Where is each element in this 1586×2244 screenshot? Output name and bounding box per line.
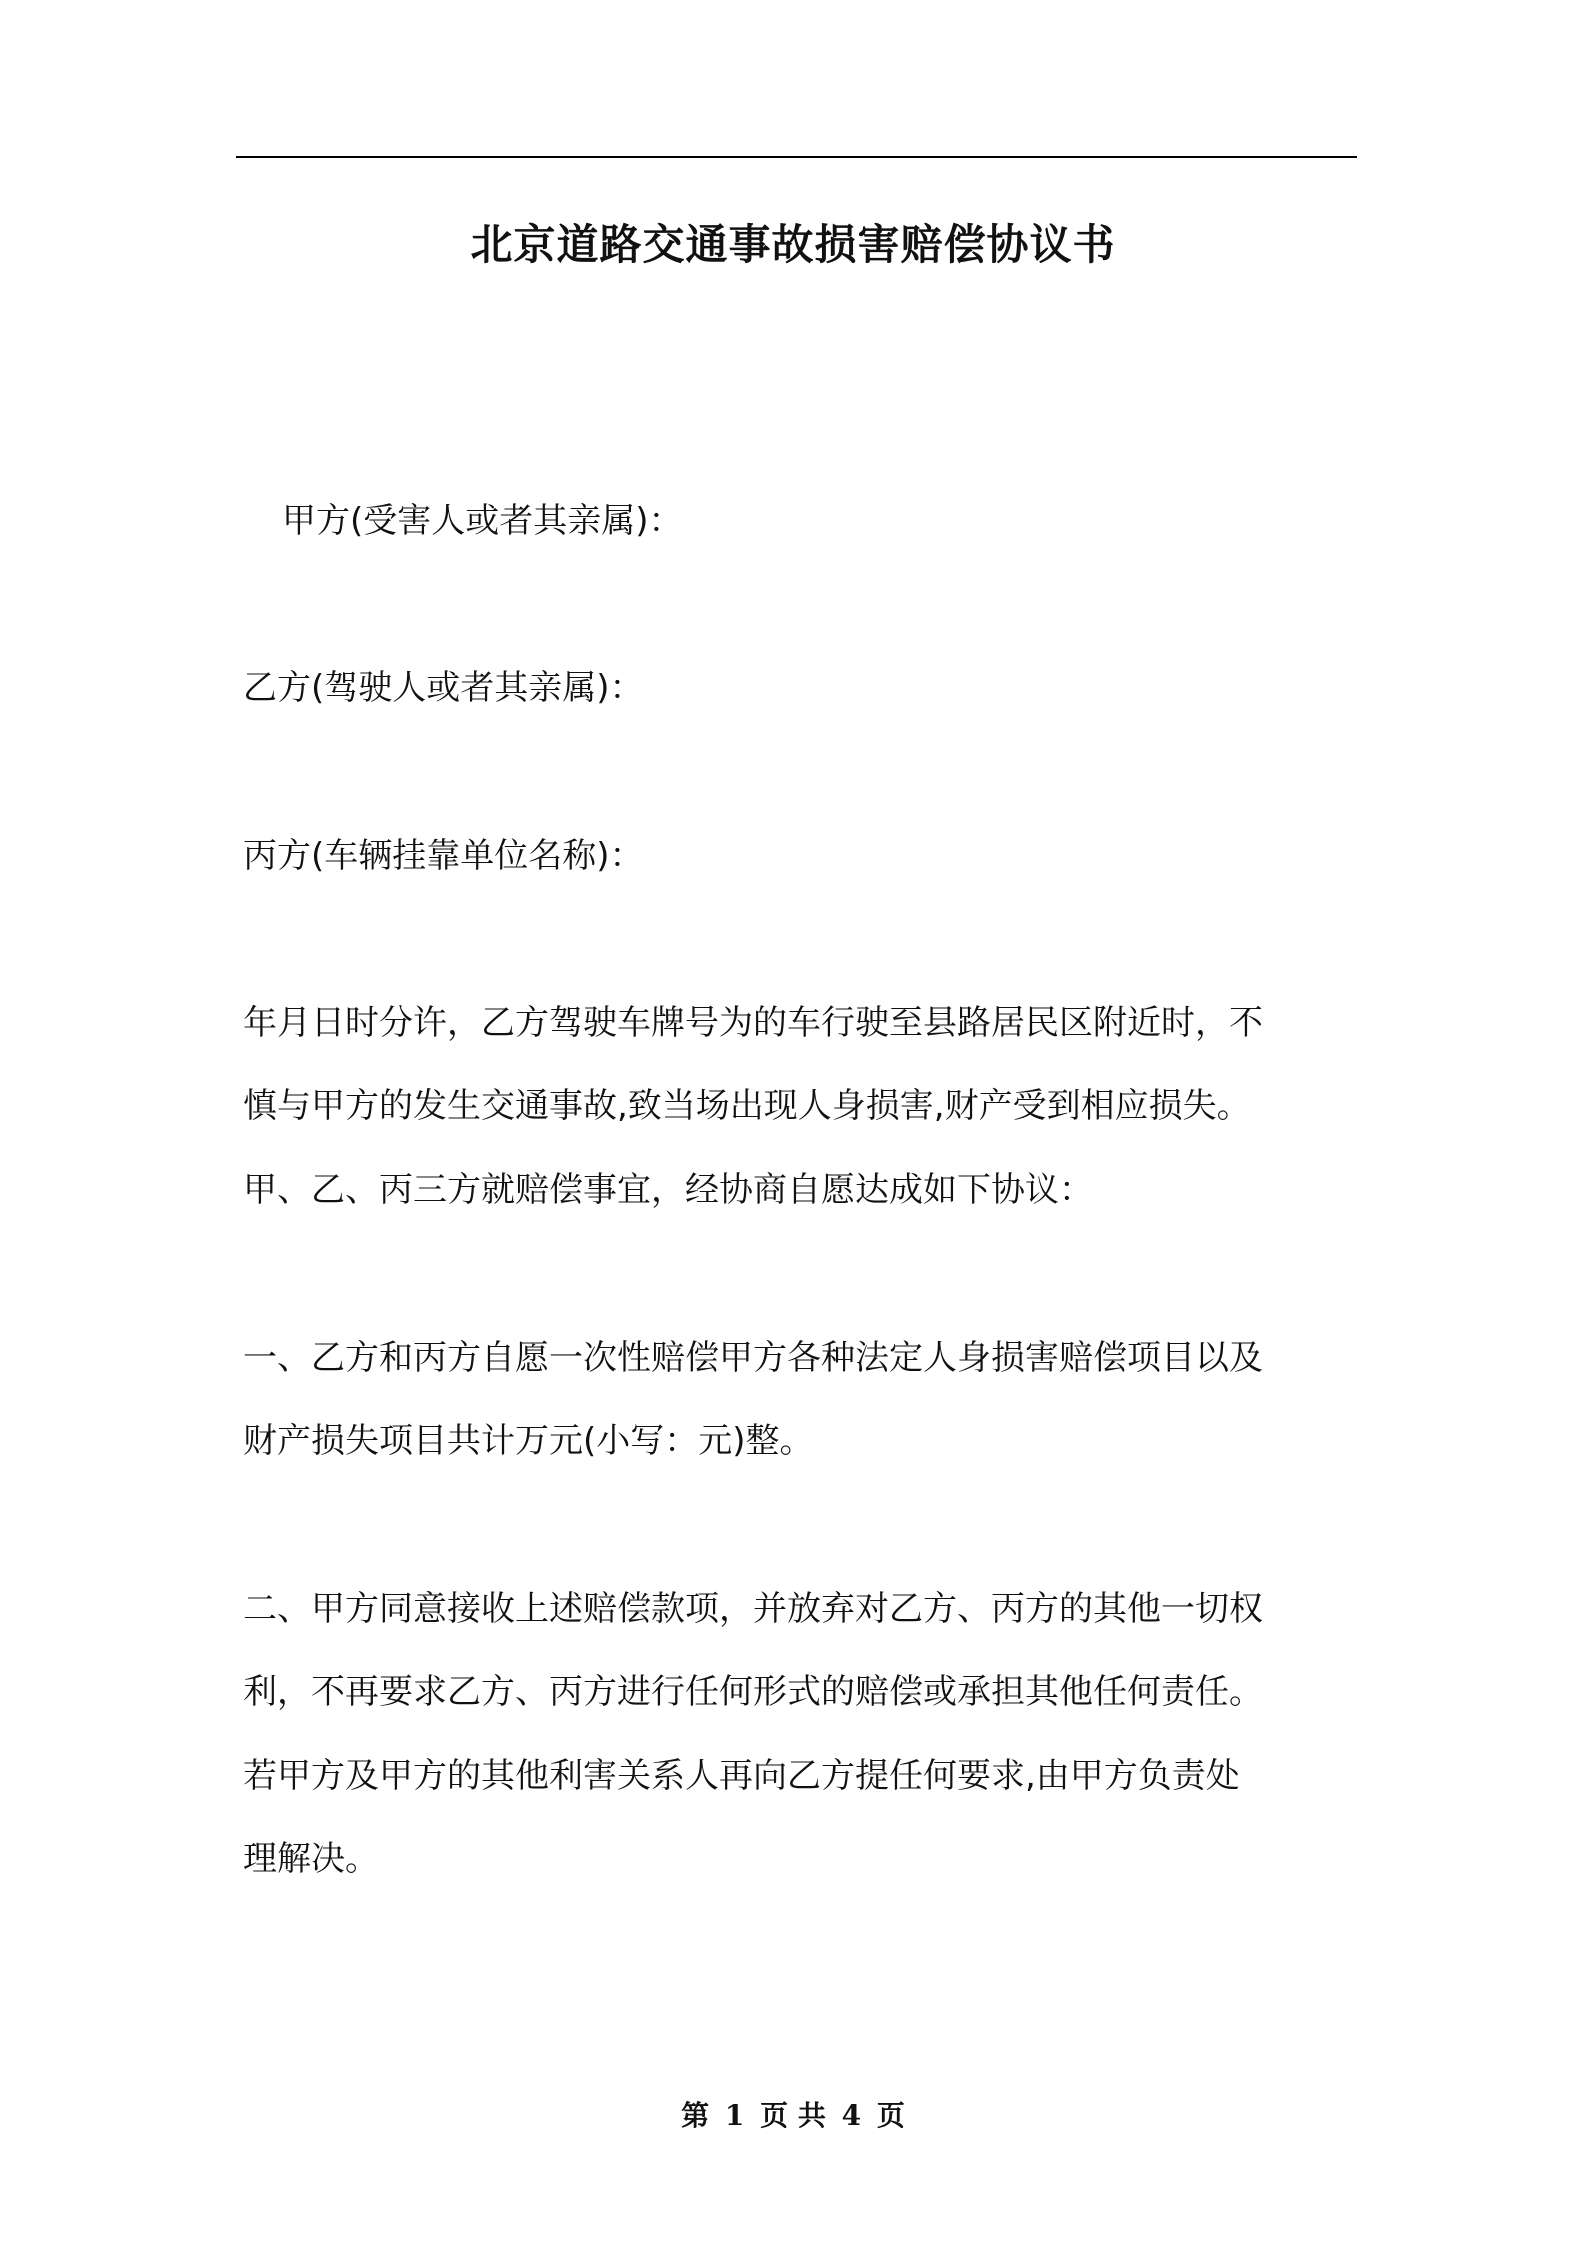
intro-line-3: 甲、乙、丙三方就赔偿事宜，经协商自愿达成如下协议： — [243, 1170, 1093, 1210]
page-footer — [0, 2094, 1586, 2134]
clause-2-line-4: 理解决。 — [243, 1839, 379, 1879]
page-prefix: 第 — [681, 2099, 710, 2132]
page-middle: 页 共 — [760, 2099, 826, 2132]
clause-1-line-1: 一、乙方和丙方自愿一次性赔偿甲方各种法定人身损害赔偿项目以及 — [243, 1338, 1263, 1378]
clause-2-line-3: 若甲方及甲方的其他利害关系人再向乙方提任何要求,由甲方负责处 — [243, 1756, 1240, 1796]
intro-line-2: 慎与甲方的发生交通事故,致当场出现人身损害,财产受到相应损失。 — [243, 1086, 1251, 1126]
page-number: 1 — [724, 2099, 745, 2132]
clause-2-line-1: 二、甲方同意接收上述赔偿款项，并放弃对乙方、丙方的其他一切权 — [243, 1589, 1263, 1629]
intro-line-1: 年月日时分许，乙方驾驶车牌号为的车行驶至县路居民区附近时，不 — [243, 1003, 1263, 1043]
document-title: 北京道路交通事故损害赔偿协议书 — [470, 220, 1116, 269]
clause-2-line-2: 利，不再要求乙方、丙方进行任何形式的赔偿或承担其他任何责任。 — [243, 1672, 1263, 1712]
clause-1-line-2: 财产损失项目共计万元(小写：元)整。 — [243, 1421, 814, 1461]
page-suffix: 页 — [876, 2099, 905, 2132]
party-c-line: 丙方(车辆挂靠单位名称)： — [243, 836, 644, 876]
header-rule — [236, 156, 1357, 158]
page-total: 4 — [841, 2099, 862, 2132]
party-a-line: 甲方(受害人或者其亲属)： — [282, 501, 683, 541]
party-b-line: 乙方(驾驶人或者其亲属)： — [243, 668, 644, 708]
